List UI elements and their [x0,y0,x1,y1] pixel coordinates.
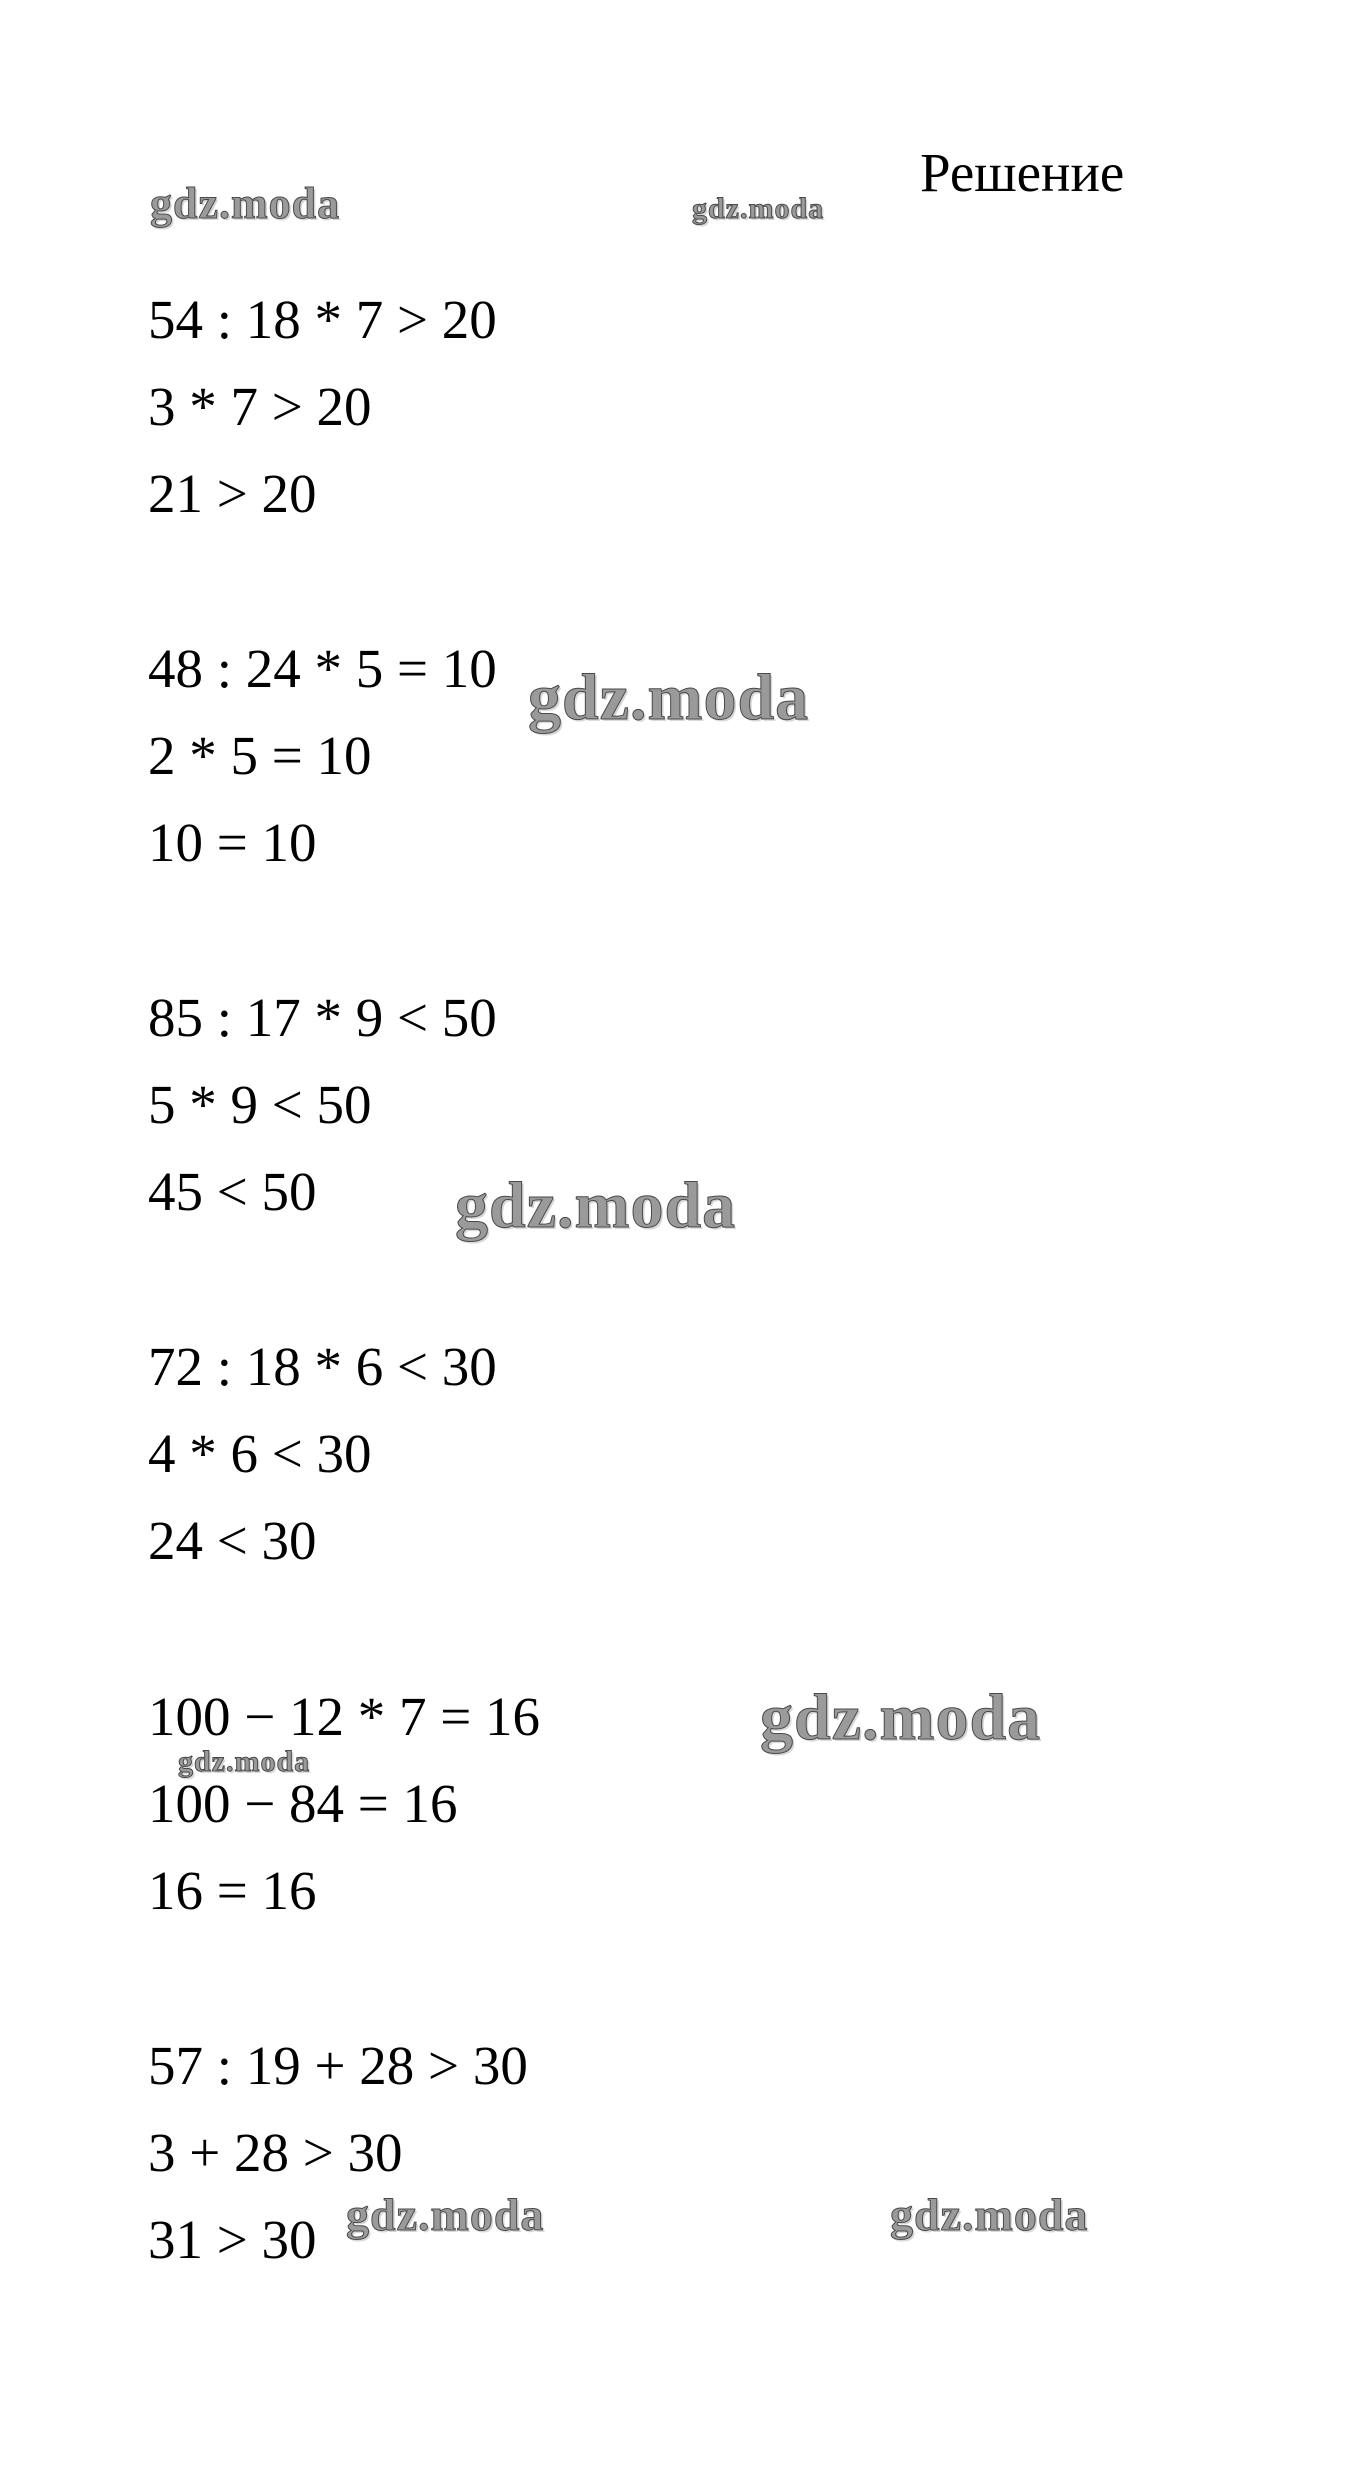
equation-line: 100 − 84 = 16 [148,1773,458,1834]
watermark: gdz.moda [346,2189,545,2240]
equation-line: 31 > 30 [148,2209,317,2270]
watermark: gdz.moda [890,2189,1089,2240]
watermark: gdz.moda [760,1681,1042,1754]
equation-line: 45 < 50 [148,1161,317,1222]
equation-line: 100 − 12 * 7 = 16 [148,1686,541,1747]
watermark: gdz.moda [455,1169,737,1242]
page-title: Решение [920,142,1125,203]
equation-line: 24 < 30 [148,1510,317,1571]
equation-line: 5 * 9 < 50 [148,1074,372,1135]
equation-line: 16 = 16 [148,1860,317,1921]
solution-block-3 [148,983,497,1244]
watermark: gdz.moda [150,179,341,228]
equation-line: 2 * 5 = 10 [148,725,372,786]
watermark: gdz.moda [692,192,825,225]
equation-line: 85 : 17 * 9 < 50 [148,987,497,1048]
equation-line: 48 : 24 * 5 = 10 [148,638,497,699]
equation-line: 72 : 18 * 6 < 30 [148,1336,497,1397]
equation-line: 3 * 7 > 20 [148,376,372,437]
equation-line: 4 * 6 < 30 [148,1423,372,1484]
solution-block-1 [148,285,497,546]
equation-line: 3 + 28 > 30 [148,2122,403,2183]
watermark: gdz.moda [528,661,810,734]
equation-line: 57 : 19 + 28 > 30 [148,2035,528,2096]
solution-block-4 [148,1332,497,1593]
solution-block-5 [148,1682,540,1943]
equation-line: 54 : 18 * 7 > 20 [148,289,497,350]
equation-line: 10 = 10 [148,812,317,873]
watermark: gdz.moda [178,1745,311,1778]
solution-block-6 [148,2031,528,2292]
solution-block-2 [148,634,497,895]
equation-line: 21 > 20 [148,463,317,524]
